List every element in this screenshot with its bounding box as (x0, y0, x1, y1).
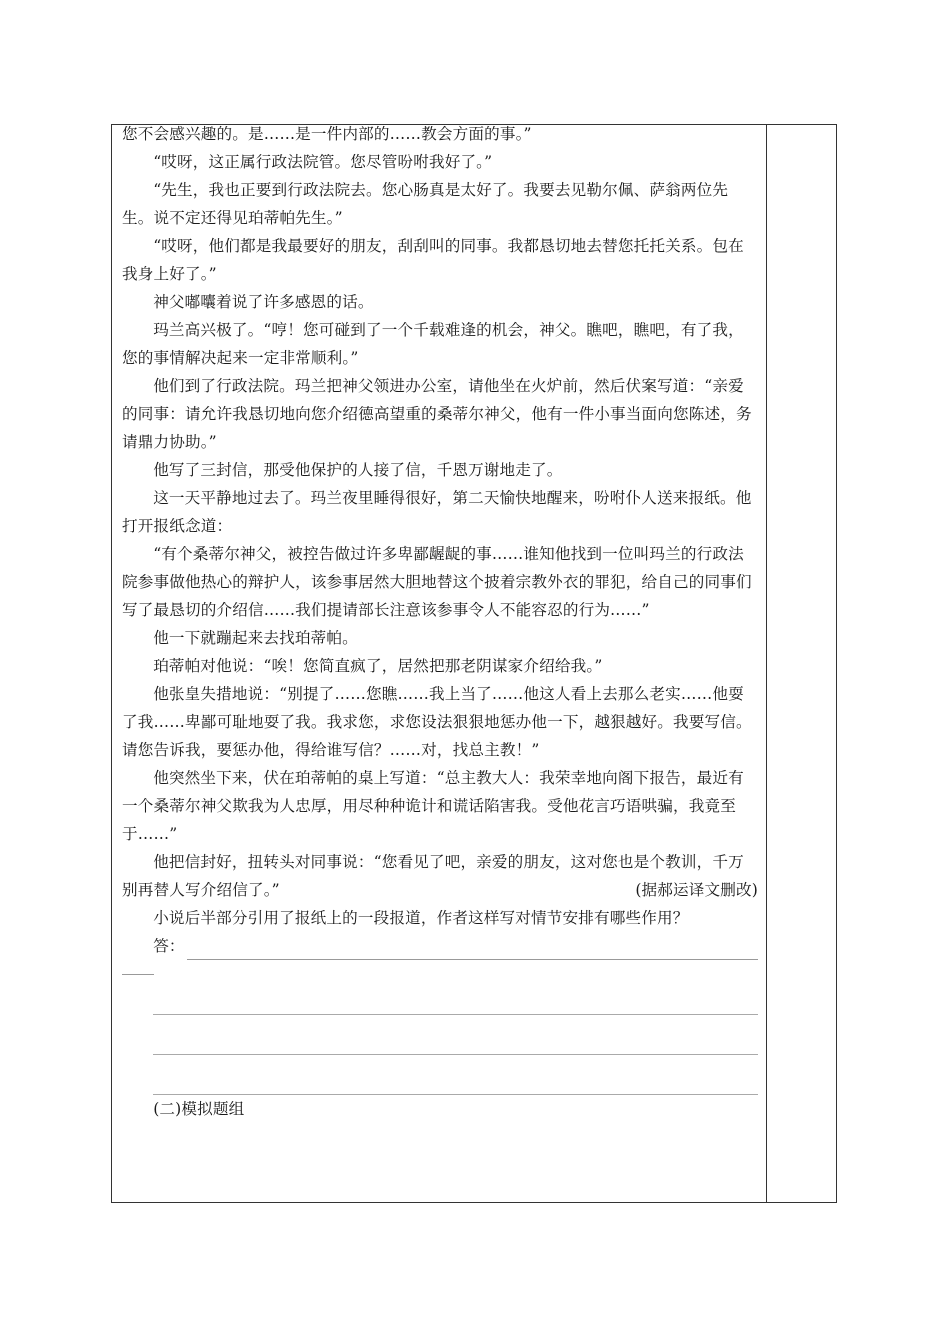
answer-line-3[interactable] (153, 1015, 758, 1055)
passage-paragraph: 他们到了行政法院。玛兰把神父领进办公室，请他坐在火炉前，然后伏案写道：“亲爱的同事：请允许我恳切地向您介绍德高望重的桑蒂尔神父，他有一件小事当面向您陈述，务请鼎力协助。” (122, 377, 752, 451)
passage-paragraph: 这一天平静地过去了。玛兰夜里睡得很好，第二天愉快地醒来，吩咐仆人送来报纸。他打开报纸念道： (122, 489, 752, 535)
answer-line-4[interactable] (153, 1055, 758, 1095)
passage-paragraph: “有个桑蒂尔神父，被控告做过许多卑鄙龌龊的事……谁知他找到一位叫玛兰的行政法院参事做他热心的辩护人，该参事居然大胆地替这个披着宗教外衣的罪犯，给自己的同事们写了最恳切的介绍信……我们提请部长注意该参事令人不能容忍的行为……” (122, 545, 752, 619)
last-paragraph-text: 他把信封好，扭转头对同事说：“您看见了吧，亲爱的朋友，这对您也是个教训，千万别再替人写介绍信了。” (122, 853, 744, 899)
question-text: 小说后半部分引用了报纸上的一段报道，作者这样写对情节安排有哪些作用？ (153, 909, 689, 927)
passage-paragraph: “先生，我也正要到行政法院去。您心肠真是太好了。我要去见勒尔佩、萨翁两位先生。说不定还得见珀蒂帕先生。” (122, 181, 729, 227)
passage-paragraphs (122, 120, 758, 848)
passage-paragraph: 珀蒂帕对他说：“唉！您简直疯了，居然把那老阴谋家介绍给我。” (153, 657, 603, 675)
passage-paragraph: 他张皇失措地说：“别提了……您瞧……我上当了……他这人看上去那么老实……他耍了我……卑鄙可耻地耍了我。我求您，求您设法狠狠地惩办他一下，越狠越好。我要写信。请您告诉我，要惩办他，得给谁写信？……对，找总主教！” (122, 685, 752, 759)
answer-line-1[interactable] (187, 941, 758, 960)
last-paragraph (122, 848, 758, 904)
passage-paragraph: “哎呀，他们都是我最要好的朋友，刮刮叫的同事。我都恳切地去替您托托关系。包在我身上好了。” (122, 237, 744, 283)
passage-paragraph: “哎呀，这正属行政法院管。您尽管吩咐我好了。” (153, 153, 493, 171)
subsection-title: (二)模拟题组 (153, 1100, 245, 1118)
passage-paragraph: 玛兰高兴极了。“哼！您可碰到了一个千载难逢的机会，神父。瞧吧，瞧吧，有了我，您的事情解决起来一定非常顺利。” (122, 321, 744, 367)
passage-paragraph: 他写了三封信，那受他保护的人接了信，千恩万谢地走了。 (153, 461, 563, 479)
answer-label: 答： (153, 937, 185, 955)
passage-paragraph: 他一下就蹦起来去找珀蒂帕。 (153, 629, 358, 647)
passage-paragraph: 神父嘟囔着说了许多感恩的话。 (153, 293, 374, 311)
passage-paragraph: 您不会感兴趣的。是……是一件内部的……教会方面的事。” (122, 125, 532, 143)
margin-column-divider (766, 124, 767, 1203)
passage-paragraph: 他突然坐下来，伏在珀蒂帕的桌上写道：“总主教大人：我荣幸地向阁下报告，最近有一个桑蒂尔神父欺我为人忠厚，用尽种种诡计和谎话陷害我。受他花言巧语哄骗，我竟至于……” (122, 769, 744, 843)
answer-line-continuation (122, 960, 154, 975)
answer-row (122, 932, 758, 960)
source-note: (据郝运译文删改) (635, 881, 758, 899)
answer-line-2[interactable] (153, 975, 758, 1015)
reading-passage (122, 120, 758, 1123)
